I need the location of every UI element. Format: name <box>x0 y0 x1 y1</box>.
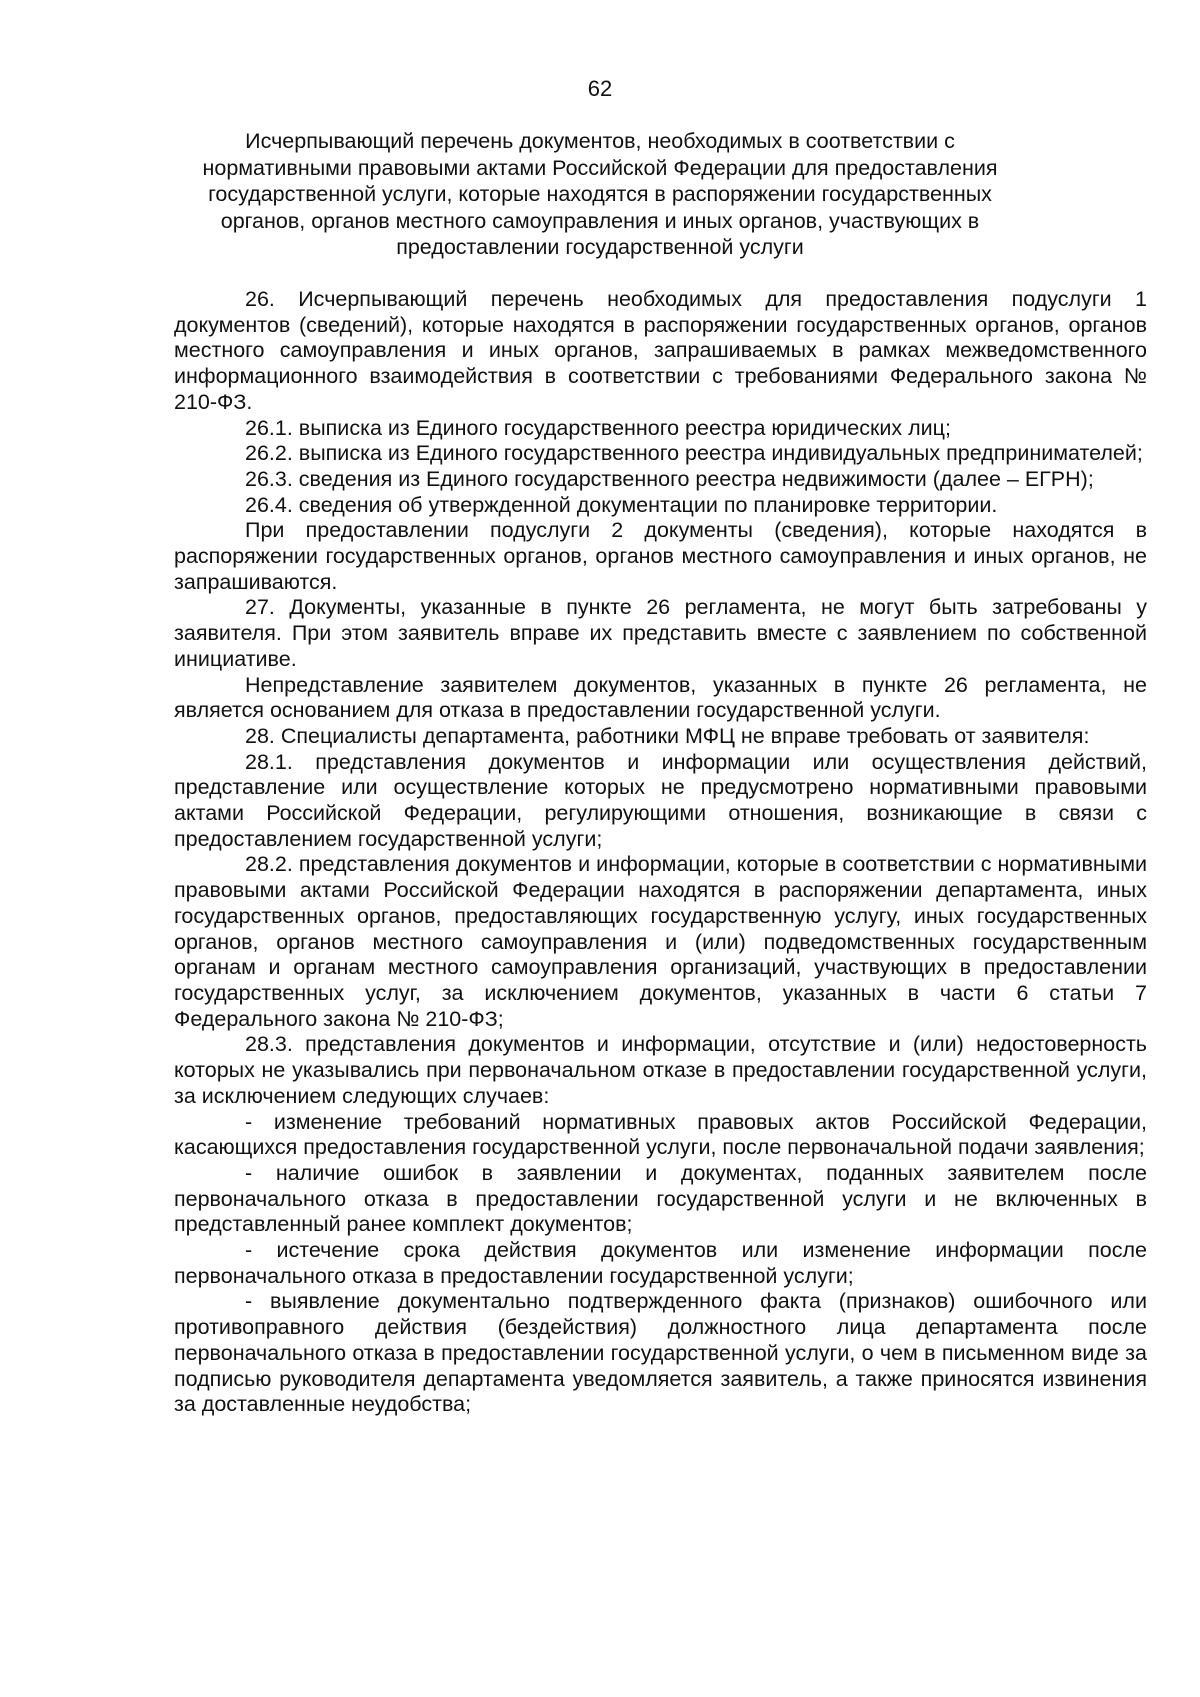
paragraph-28-1: 28.1. представления документов и информации или осуществления действий, представление или осуществление которых не предусмотрено нормативными правовыми актами Российской Федерации, регулирующими отношения, возникающие в связи с предоставлением государственной услуги; <box>174 749 1147 851</box>
section-heading: Исчерпывающий перечень документов, необходимых в соответствии с нормативными правовыми актами Российской Федерации для предоставления государственной услуги, которые находятся в распоряжении государственных органов, органов местного самоуправления и иных органов, участвующих в предоставлении государственной услуги <box>202 129 998 259</box>
paragraph-28-2: 28.2. представления документов и информации, которые в соответствии с нормативными правовыми актами Российской Федерации находятся в распоряжении департамента, иных государственных органов, предоставляющих государственную услугу, иных государственных органов, органов местного самоуправления и (или) подведомственных государственным органам и органам местного самоуправления организаций, участвующих в предоставлении государственных услуг, за исключением документов, указанных в части 6 статьи 7 Федерального закона № 210-ФЗ; <box>174 852 1147 1031</box>
paragraph-26-3: 26.3. сведения из Единого государственного реестра недвижимости (далее – ЕГРН); <box>245 466 1094 491</box>
list-item-requirements-change: - изменение требований нормативных правовых актов Российской Федерации, касающихся предоставления государственной услуги, после первоначальной подачи заявления; <box>174 1109 1147 1160</box>
page-number: 62 <box>587 76 613 101</box>
paragraph-27-note: Непредставление заявителем документов, указанных в пункте 26 регламента, не является основанием для отказа в предоставлении государственной услуги. <box>174 672 1147 723</box>
document-body <box>174 287 1147 1418</box>
list-item-errors-in-application: - наличие ошибок в заявлении и документах, поданных заявителем после первоначального отказа в предоставлении государственной услуги и не включенных в представленный ранее комплект документов; <box>174 1160 1147 1237</box>
list-item-erroneous-action: - выявление документально подтвержденного факта (признаков) ошибочного или противоправного действия (бездействия) должностного лица департамента после первоначального отказа в предоставлении государственной услуги, о чем в письменном виде за подписью руководителя департамента уведомляется заявитель, а также приносятся извинения за доставленные неудобства; <box>174 1289 1147 1417</box>
paragraph-26-1: 26.1. выписка из Единого государственного реестра юридических лиц; <box>245 415 951 440</box>
paragraph-26: 26. Исчерпывающий перечень необходимых для предоставления подуслуги 1 документов (сведений), которые находятся в распоряжении государственных органов, органов местного самоуправления и иных органов, запрашиваемых в рамках межведомственного информационного взаимодействия в соответствии с требованиями Федерального закона № 210-ФЗ. <box>174 287 1147 414</box>
list-item-expiry-of-documents: - истечение срока действия документов или изменение информации после первоначального отказа в предоставлении государственной услуги; <box>174 1238 1147 1288</box>
paragraph-28-3: 28.3. представления документов и информации, отсутствие и (или) недостоверность которых не указывались при первоначальном отказе в предоставлении государственной услуги, за исключением следующих случаев: <box>174 1032 1147 1108</box>
paragraph-26-4: 26.4. сведения об утвержденной документации по планировке территории. <box>245 492 998 517</box>
paragraph-subservice-2-note: При предоставлении подуслуги 2 документы (сведения), которые находятся в распоряжении государственных органов, органов местного самоуправления и иных органов, не запрашиваются. <box>174 518 1147 594</box>
paragraph-28: 28. Специалисты департамента, работники МФЦ не вправе требовать от заявителя: <box>245 723 1090 748</box>
paragraph-26-2: 26.2. выписка из Единого государственного реестра индивидуальных предпринимателей; <box>245 441 1143 466</box>
paragraph-27: 27. Документы, указанные в пункте 26 регламента, не могут быть затребованы у заявителя. При этом заявитель вправе их представить вместе с заявлением по собственной инициативе. <box>174 595 1147 671</box>
